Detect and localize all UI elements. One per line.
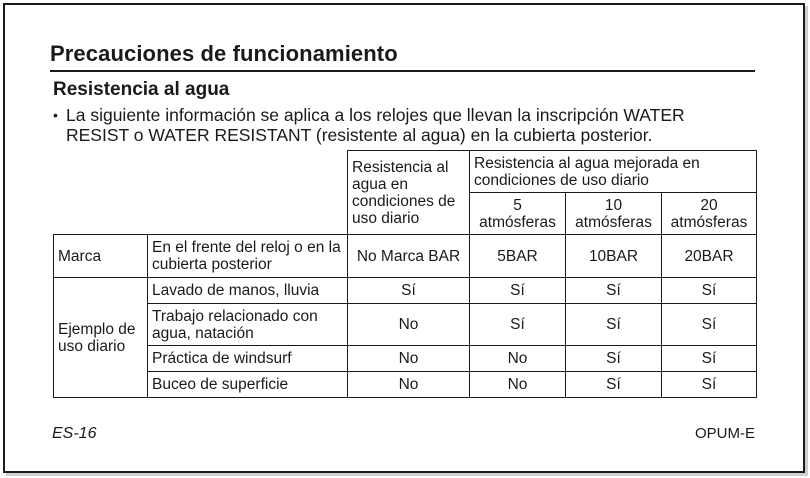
- intro-text-2: RESIST o WATER RESISTANT (resistente al agua) en la cubierta posterior.: [66, 125, 653, 145]
- value-basic: No: [348, 372, 470, 398]
- value-10atm: Sí: [566, 372, 662, 398]
- table-row: [54, 346, 757, 372]
- intro-line-1: [53, 105, 763, 125]
- table-row: [54, 278, 757, 304]
- value-20atm: Sí: [662, 372, 757, 398]
- document-code: OPUM-E: [695, 425, 755, 442]
- value-basic: Sí: [348, 278, 470, 304]
- table-row: [54, 304, 757, 346]
- header-improved-resistance: Resistencia al agua mejorada en condiciones de uso diario: [470, 151, 757, 193]
- header-basic-resistance: Resistencia al agua en condiciones de uso diario: [348, 151, 470, 235]
- value-10atm: Sí: [566, 346, 662, 372]
- value-basic: No: [348, 304, 470, 346]
- bullet-icon: •: [53, 107, 58, 123]
- row-label-marca: Marca: [54, 235, 148, 278]
- marca-20bar: 20BAR: [662, 235, 757, 278]
- header-10-atm: 10 atmósferas: [566, 193, 662, 235]
- intro-paragraph: [53, 105, 763, 145]
- water-resistance-table: [53, 150, 757, 398]
- value-10atm: Sí: [566, 278, 662, 304]
- activity-cell: Buceo de superficie: [148, 372, 348, 398]
- marca-5bar: 5BAR: [470, 235, 566, 278]
- header-20-atm: 20 atmósferas: [662, 193, 757, 235]
- value-5atm: Sí: [470, 278, 566, 304]
- value-20atm: Sí: [662, 346, 757, 372]
- marca-10bar: 10BAR: [566, 235, 662, 278]
- intro-text-1: La siguiente información se aplica a los relojes que llevan la inscripción WATER: [66, 105, 685, 125]
- value-5atm: No: [470, 346, 566, 372]
- row-label-ejemplo: Ejemplo de uso diario: [54, 278, 148, 398]
- value-20atm: Sí: [662, 304, 757, 346]
- marca-basic: No Marca BAR: [348, 235, 470, 278]
- value-5atm: Sí: [470, 304, 566, 346]
- value-5atm: No: [470, 372, 566, 398]
- table-row: [54, 372, 757, 398]
- page-title: Precauciones de funcionamiento: [50, 41, 398, 66]
- page-number: ES-16: [52, 425, 97, 442]
- title-rule: [50, 70, 755, 72]
- table-corner-blank: [54, 151, 348, 235]
- activity-cell: Lavado de manos, lluvia: [148, 278, 348, 304]
- value-basic: No: [348, 346, 470, 372]
- activity-cell: Práctica de windsurf: [148, 346, 348, 372]
- value-20atm: Sí: [662, 278, 757, 304]
- value-10atm: Sí: [566, 304, 662, 346]
- header-5-atm: 5 atmósferas: [470, 193, 566, 235]
- section-title: Resistencia al agua: [53, 79, 230, 100]
- activity-cell: Trabajo relacionado con agua, natación: [148, 304, 348, 346]
- marca-description: En el frente del reloj o en la cubierta posterior: [148, 235, 348, 278]
